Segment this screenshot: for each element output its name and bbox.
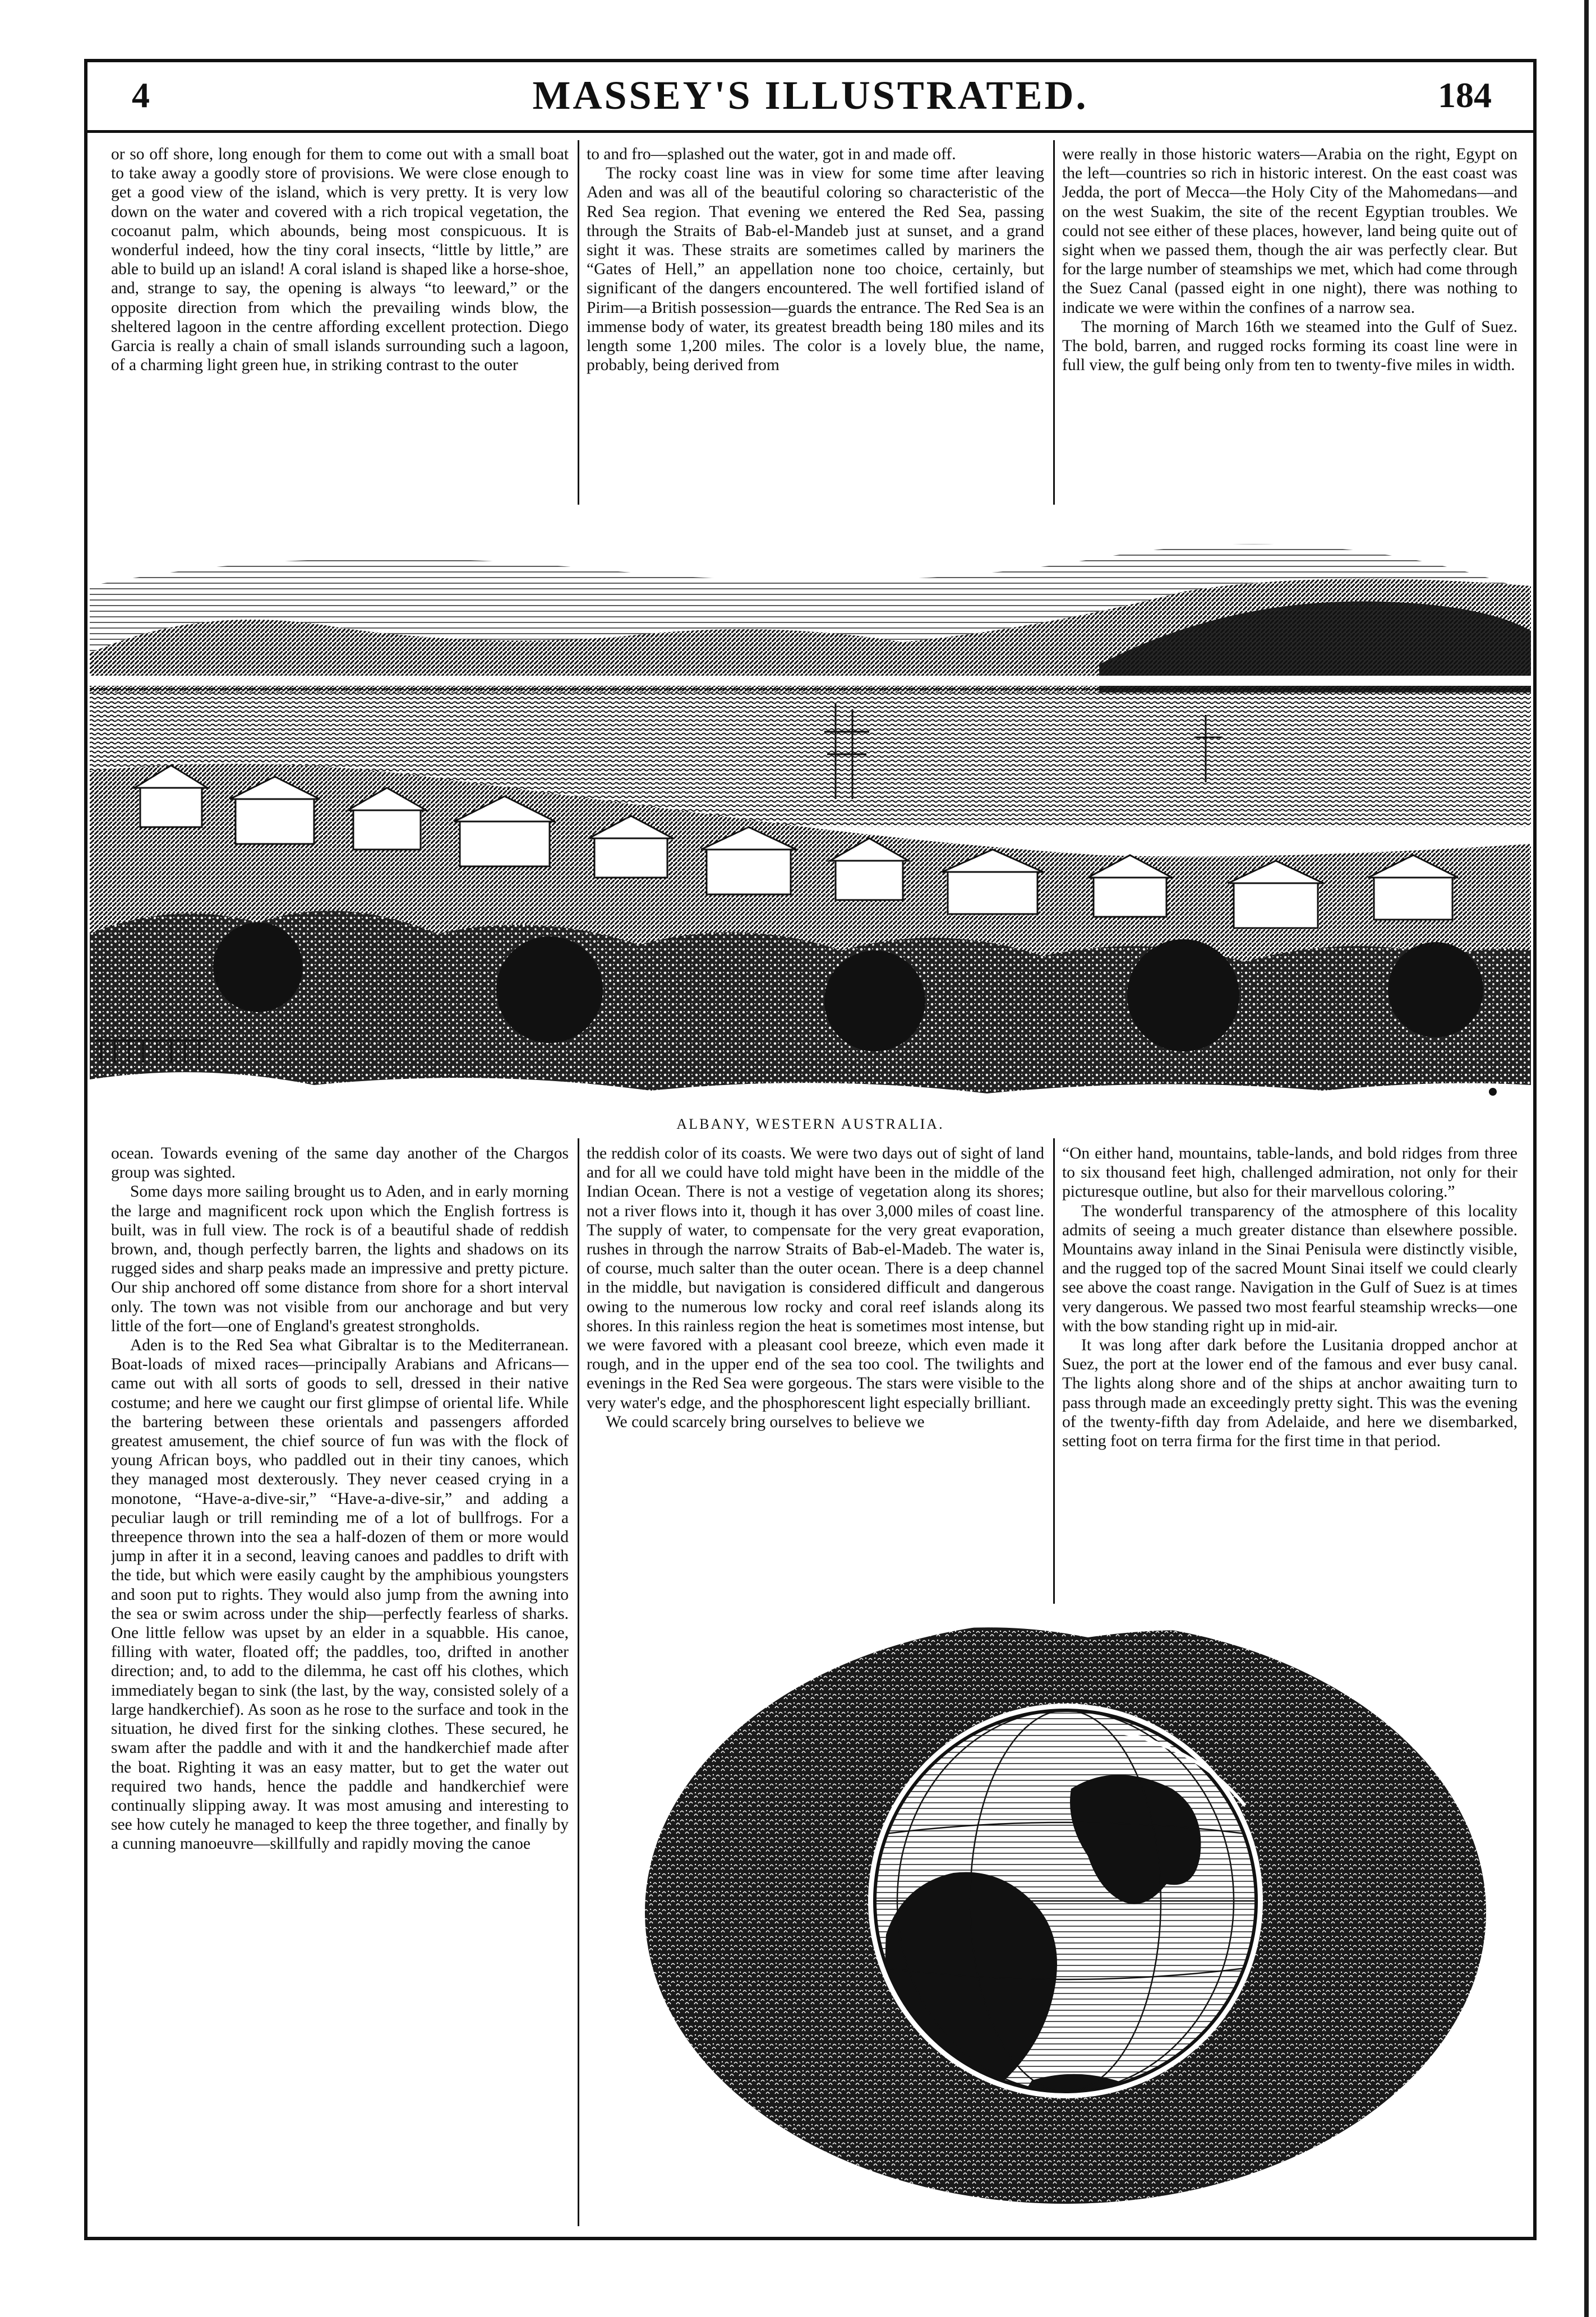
page-number-right: 184 <box>1438 75 1492 115</box>
page-number-left: 4 <box>132 75 150 115</box>
albany-engraving <box>90 507 1531 1105</box>
globe-vignette-art <box>639 1621 1492 2215</box>
paragraph: It was long after dark before the Lusitania dropped anchor at Suez, the port at the lower end of the famous and ever busy canal. The lights along shore and of the ships at anchor awaiting turn to pass through made an exceedingly pretty sight. This was the evening of the twenty-fifth day from Adelaide, and here we disembarked, setting foot on terra firma for the first time in that period. <box>1062 1336 1517 1451</box>
column-rule <box>1053 140 1055 505</box>
paragraph: Some days more sailing brought us to Aden, and in early morning the large and magnificent rock upon which the English fortress is built, was in full view. The rock is of a beautiful shade of reddish brown, and, though perfectly barren, the lights and shadows on its rugged sides and sharp peaks made an impressive and pretty picture. Our ship anchored off some distance from shore for a short interval only. The town was not visible from our anchorage and but very little of the fort—one of England's greatest strongholds. <box>111 1183 569 1335</box>
paragraph: We could scarcely bring ourselves to believe we <box>606 1413 925 1431</box>
top-column-2 <box>587 145 1044 504</box>
page-header <box>84 59 1537 129</box>
paragraph: to and fro—splashed out the water, got in and made off. <box>587 145 956 163</box>
paragraph: The wonderful transparency of the atmosphere of this locality admits of seeing a much greater distance than elsewhere possible. Mountains away inland in the Sinai Penisula were distinctly visible, and the rugged top of the sacred Mount Sinai itself we could clearly see above the coast range. Navigation in the Gulf of Suez is at times very dangerous. We passed two most fearful steamship wrecks—one with the bow standing right up in mid-air. <box>1062 1202 1517 1335</box>
globe-vignette <box>639 1621 1492 2215</box>
masthead-title: MASSEY'S ILLUSTRATED. <box>532 73 1088 118</box>
albany-engraving-art <box>90 507 1531 1105</box>
paragraph: The rocky coast line was in view for some time after leaving Aden and was all of the beautiful coloring so characteristic of the Red Sea region. That evening we entered the Red Sea, passing through the Straits of Bab-el-Mandeb just at sunset, and a grand sight it was. These straits are sometimes called by mariners the “Gates of Hell,” an appellation none too choice, certainly, but significant of the dangers encountered. The well fortified island of Pirim—a British possession—guards the entrance. The Red Sea is an immense body of water, its greatest breadth being 180 miles and its length some 1,200 miles. The color is a lovely blue, the name, probably, being derived from <box>587 164 1044 375</box>
paragraph: The morning of March 16th we steamed into the Gulf of Suez. The bold, barren, and rugged rocks forming its coast line were in full view, the gulf being only from ten to twenty-five miles in width. <box>1062 317 1517 375</box>
paragraph: ocean. Towards evening of the same day another of the Chargos group was sighted. <box>111 1144 569 1182</box>
bottom-column-1 <box>111 1144 569 2223</box>
top-column-1 <box>111 145 569 504</box>
column-rule <box>1053 1138 1055 1604</box>
column-rule <box>578 1138 579 2226</box>
illustration-caption: ALBANY, WESTERN AUSTRALIA. <box>676 1116 944 1132</box>
bottom-column-2 <box>587 1144 1044 1604</box>
top-column-3 <box>1062 145 1517 504</box>
header-rule <box>84 130 1537 133</box>
paragraph: “On either hand, mountains, table-lands, and bold ridges from three to six thousand feet high, challenged admiration, not only for their picturesque outline, but also for their marvellous coloring.” <box>1062 1144 1517 1201</box>
paragraph: Aden is to the Red Sea what Gibraltar is to the Mediterranean. Boat-loads of mixed races—principally Arabians and Africans—came out with all sorts of goods to sell, dressed in their native costume; and here we caught our first glimpse of oriental life. While the bartering between these orientals and passengers afforded greatest amusement, the chief source of fun was with the flock of young African boys, who paddled out in their tiny canoes, which they managed most dexterously. They never ceased crying in a monotone, “Have-a-dive-sir,” “Have-a-dive-sir,” and adding a peculiar laugh or trill reminding me of a lot of bullfrogs. For a threepence thrown into the sea a half-dozen of them or more would jump in after it in a second, leaving canoes and paddles to drift with the tide, but which were easily caught by the amphibious youngsters and soon put to rights. They would also jump from the awning into the sea or swim across under the ship—perfectly fearless of sharks. One little fellow was upset by an elder in a squabble. His canoe, filling with water, floated off; the paddles, too, drifted in another direction; and, to add to the dilemma, he cast off his clothes, which immediately began to sink (the last, by the way, consisted solely of a large handkerchief). As soon as he rose to the surface and took in the situation, he dived first for the sinking clothes. These secured, he swam after the paddle and with it and the handkerchief made after the boat. Righting it was an easy matter, but to get the water out required two hands, hence the paddle and handkerchief were continually slipping away. It was most amusing and interesting to see how cutely he managed to keep the three together, and finally by a cunning manoeuvre—skillfully and rapidly moving the canoe <box>111 1336 569 1853</box>
ornament-dot <box>1489 1088 1497 1096</box>
paragraph: were really in those historic waters—Arabia on the right, Egypt on the left—countries so rich in historic interest. On the east coast was Jedda, the port of Mecca—the Holy City of the Mahomedans—and on the west Suakim, the site of the recent Egyptian troubles. We could not see either of these places, however, land being quite out of sight when we passed them, though the air was perfectly clear. But for the large number of steamships we met, which had come through the Suez Canal (passed eight in one night), there was nothing to indicate we were within the confines of a narrow sea. <box>1062 145 1517 317</box>
column-rule <box>578 140 579 505</box>
page-edge-rule <box>1584 0 1589 2317</box>
paragraph: the reddish color of its coasts. We were two days out of sight of land and for all we could have told might have been in the middle of the Indian Ocean. There is not a vestige of vegetation along its shores; not a river flows into it, though it has over 3,000 miles of coast line. The supply of water, to compensate for the very great evaporation, rushes in through the narrow Straits of Bab-el-Madeb. The water is, of course, much salter than the outer ocean. There is a deep channel in the middle, but navigation is considered difficult and dangerous owing to the numerous low rocky and coral reef islands along its shores. In this rainless region the heat is sometimes most intense, but we were favored with a pleasant cool breeze, which even made it rough, and in the upper end of the sea too cool. The twilights and evenings in the Red Sea were gorgeous. The stars were visible to the very water's edge, and the phosphorescent light especially brilliant. <box>587 1144 1044 1412</box>
bottom-column-3 <box>1062 1144 1517 1604</box>
paragraph: or so off shore, long enough for them to come out with a small boat to take away a goodly store of provisions. We were close enough to get a good view of the island, which is very pretty. It is very low down on the water and covered with a rich tropical vegetation, the cocoanut palm, which abounds, being most conspicuous. It is wonderful indeed, how the tiny coral insects, “little by little,” are able to build up an island! A coral island is shaped like a horse-shoe, and, strange to say, the opening is always “to leeward,” or the opposite direction from which the prevailing winds blow, the sheltered lagoon in the centre affording excellent protection. Diego Garcia is really a chain of small islands surrounding such a lagoon, of a charming light green hue, in striking contrast to the outer <box>111 145 569 375</box>
